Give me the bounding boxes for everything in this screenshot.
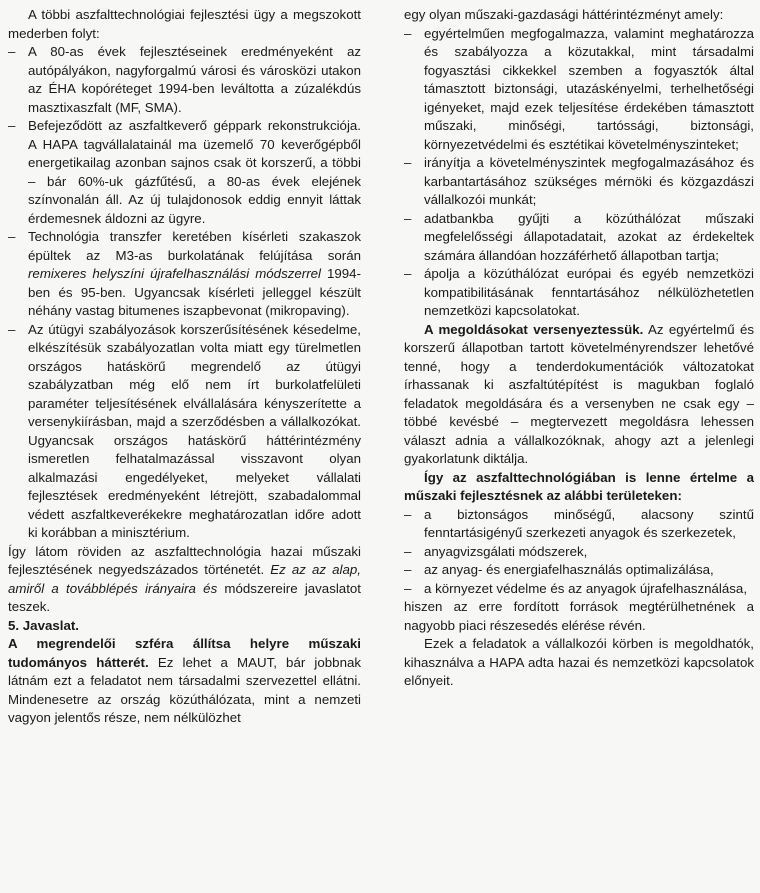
list-item-text (28, 228, 361, 321)
list-item (404, 210, 754, 266)
text-run: Így látom röviden az aszfalttechnológia hazai műszaki fejlesztésének negyedszázados történetét. (8, 543, 361, 577)
list-item (404, 154, 754, 210)
list-item-text: adatbankba gyűjti a közúthálózat műszaki megfelelősségi állapotadatait, azokat az érdekeltek számára állandóan hozzáférhető állapotban tartja; (424, 210, 754, 263)
list-item (404, 561, 754, 580)
list-dash: – (404, 155, 412, 170)
list-dash: – (8, 118, 16, 133)
text-run: módszereire javaslatot teszek. (8, 580, 361, 614)
text-run: Ez lehet a MAUT, bár jobbnak látnám ezt a feladatot nem társadalmi szervezettel ellátni. Mindenesetre az ország közúthálózata, mint a nemzeti vagyon jelentős része, nem nélkülözhet (8, 654, 362, 725)
list-item-text: egyértelműen megfogalmazza, valamint meghatározza és szabályozza a közutakkal, mint társadalmi fogyasztási cikkekkel szemben a fogyasztók által támasztott biztonsági, utazáskényelmi, terhelhetőségi igényeket, majd ezek teljesítése érdekében támasztott műszaki, minőségi, tartóssági, biztonsági, környezetvédelmi és esztétikai követelményszinteket; (424, 25, 754, 152)
final-paragraph: Ezek a feladatok a vállalkozói körben is megoldhatók, kihasználva a HAPA adta hazai és nemzetközi kapcsolatok előnyeit. (404, 636, 754, 688)
list-dash: – (404, 580, 412, 596)
list-dash: – (404, 506, 412, 522)
right-column (404, 6, 754, 691)
intro-paragraph: A többi aszfalttechnológiai fejlesztési ügy a megszokott mederben folyt: (8, 7, 361, 41)
list-item (8, 228, 361, 321)
list-dash: – (8, 44, 16, 59)
italic-text: Ez az az alap, amiről a továbblépés irányaira és (8, 562, 361, 596)
list-dash: – (404, 266, 412, 281)
italic-text: remixeres helyszíni újrafelhasználási módszerrel (28, 266, 321, 281)
list-item-text: az anyag- és energiafelhasználás optimalizálása, (424, 562, 714, 577)
areas-paragraph: Így az aszfalttechnológiában is lenne értelme a műszaki fejlesztésnek az alábbi területeken: (404, 469, 754, 503)
text-run: Technológia transzfer keretében kísérleti szakaszok épültek az M3-as burkolatának felújítása során (28, 229, 361, 263)
competition-paragraph (404, 321, 754, 469)
list-item (404, 506, 754, 543)
list-dash: – (404, 543, 412, 559)
list-item-text: anyagvizsgálati módszerek, (424, 543, 588, 559)
list-item-text: Befejeződött az aszfaltkeverő géppark rekonstrukciója. A HAPA tagvállalatainál ma üzemelő 70 keverőgépből energetikailag azonban sajnos csak öt korszerű, a többi – bár 60%-uk gázfűtésű, a 80-as évek elejének színvonalán áll. Az új tulajdonosok eddig ennyit láttak érdemesnek áldozni az ügyre. (28, 118, 361, 226)
list-item-text: A 80-as évek fejlesztéseinek eredményeként az autópályákon, nagyforgalmú városi és városközi utakon az ÉHA kopóréteget 1994-ben leváltotta a zúzalékdús masztixaszfalt (MF, SMA). (28, 44, 361, 115)
return-paragraph: hiszen az erre fordított források megtérülhetnének a nagyobb piaci részesedés elérése révén. (404, 599, 754, 633)
list-dash: – (404, 210, 412, 226)
left-column (8, 6, 361, 728)
bold-lead: A megoldásokat versenyeztessük. (424, 321, 644, 337)
text-run: Az egyértelmű és korszerű állapotban tartott követelményrendszer lehetővé tenné, hogy a tenderdokumentációk változatokat írhassanak ki aszfaltútépítést is magukban foglaló feladatok megoldására és a versenyben ne csak egy – többé kevésbé – megtervezett megoldásra lehessen választ adnia a vállalkozóknak, ahogy azt a jelenlegi gyakorlatunk diktálja. (404, 321, 754, 466)
section-heading: 5. Javaslat. (8, 617, 79, 633)
bold-lead: A megrendelői szféra állítsa helyre műszaki tudományos hátterét. (8, 636, 361, 670)
list-item-text: a környezet védelme és az anyagok újrafelhasználása, (424, 580, 748, 596)
list-item (404, 543, 754, 562)
list-dash: – (8, 229, 16, 244)
text-run: 1994-ben és 95-ben. Ugyancsak kísérleti jelleggel készült néhány vastag bitumenes iszapbevonat (mikropaving). (28, 266, 361, 318)
summary-paragraph (8, 543, 361, 617)
list-item-text: a biztonságos minőségű, alacsony szintű fenntartásigényű szerkezeti anyagok és szerkezetek, (424, 506, 754, 540)
list-item (404, 265, 754, 321)
list-item (404, 25, 754, 155)
list-dash: – (404, 562, 412, 577)
list-item (8, 43, 361, 117)
list-item (8, 117, 361, 228)
list-item-text: irányítja a követelményszintek megfogalmazásához és karbantartásához szükséges mérnöki és közgazdászi vállalkozói munkát; (424, 155, 754, 207)
list-dash: – (404, 25, 412, 41)
list-item-text: Az útügyi szabályozások korszerűsítésének késedelme, elkészítésük szabályozatlan volta miatt egy türelmetlen országos hatáskörű megrendelő az útügyi szabályzatban még elő nem írt burkolatfelületi paraméter teljesítésének elvállalására kényszerítette a versenykiírásban, majd a szerződésben a vállalkozókat. Ugyancsak országos hatáskörű háttérintézmény ismeretlen felhatalmazással visszavont olyan alkalmazási engedélyeket, melyeket vállalati fejlesztések eredményeként létrejött, szabadalommal védett aszfaltkeverékekre meghatározatlan időre adott ki korábban a minisztérium. (28, 321, 361, 540)
proposal-paragraph (8, 635, 361, 728)
list-item (404, 580, 754, 599)
continued-paragraph: egy olyan műszaki-gazdasági háttérintézményt amely: (404, 7, 724, 22)
list-dash: – (8, 321, 16, 337)
list-item (8, 321, 361, 543)
list-item-text: ápolja a közúthálózat európai és egyéb nemzetközi kompatibilitásának fenntartásához nélkülözhetetlen nemzetközi kapcsolatokat. (424, 266, 754, 318)
